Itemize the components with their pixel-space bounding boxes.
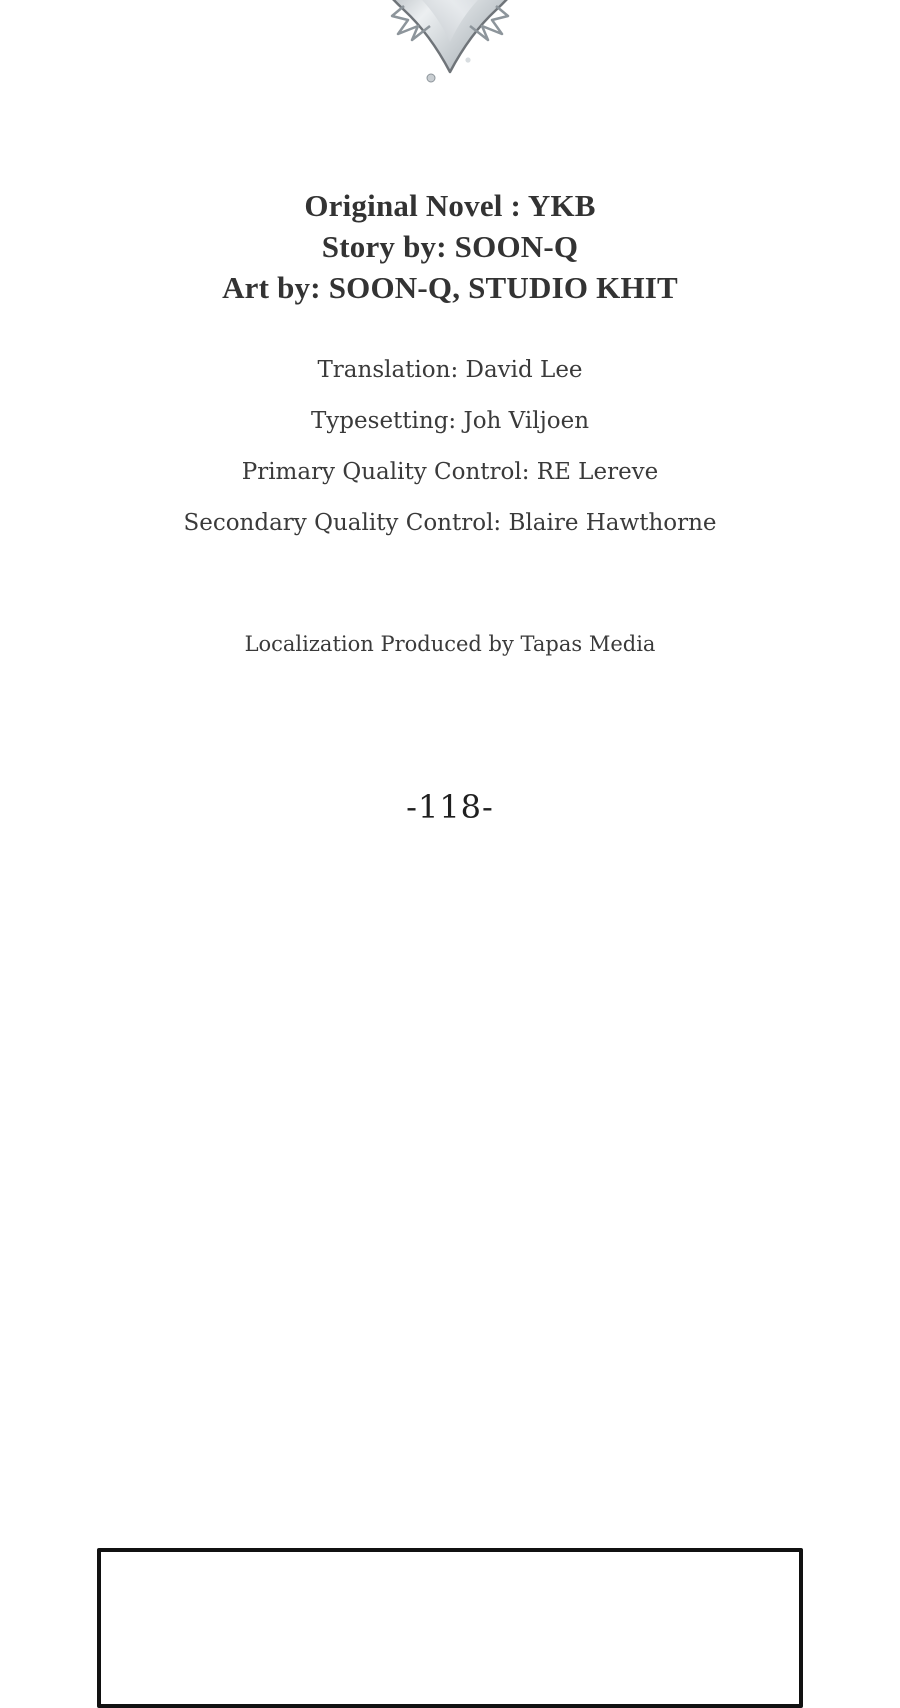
primary-credits	[0, 185, 900, 308]
metallic-shield-crest	[300, 0, 600, 150]
credit-translation: Translation: David Lee	[317, 357, 583, 383]
credit-typesetting: Typesetting: Joh Viljoen	[310, 408, 590, 434]
page-number: -118-	[406, 788, 494, 826]
credit-secondary-qc: Secondary Quality Control: Blaire Hawthorne	[183, 510, 717, 536]
localization-credit: Localization Produced by Tapas Media	[244, 632, 656, 656]
credit-art-by: Art by: SOON-Q, STUDIO KHIT	[222, 270, 678, 305]
crest-artwork-container	[0, 0, 900, 150]
bottom-comic-panel	[97, 1548, 803, 1708]
credit-primary-qc: Primary Quality Control: RE Lereve	[241, 459, 659, 485]
credit-original-novel: Original Novel : YKB	[304, 188, 596, 223]
credit-story-by: Story by: SOON-Q	[321, 229, 579, 264]
secondary-credits	[0, 345, 900, 549]
